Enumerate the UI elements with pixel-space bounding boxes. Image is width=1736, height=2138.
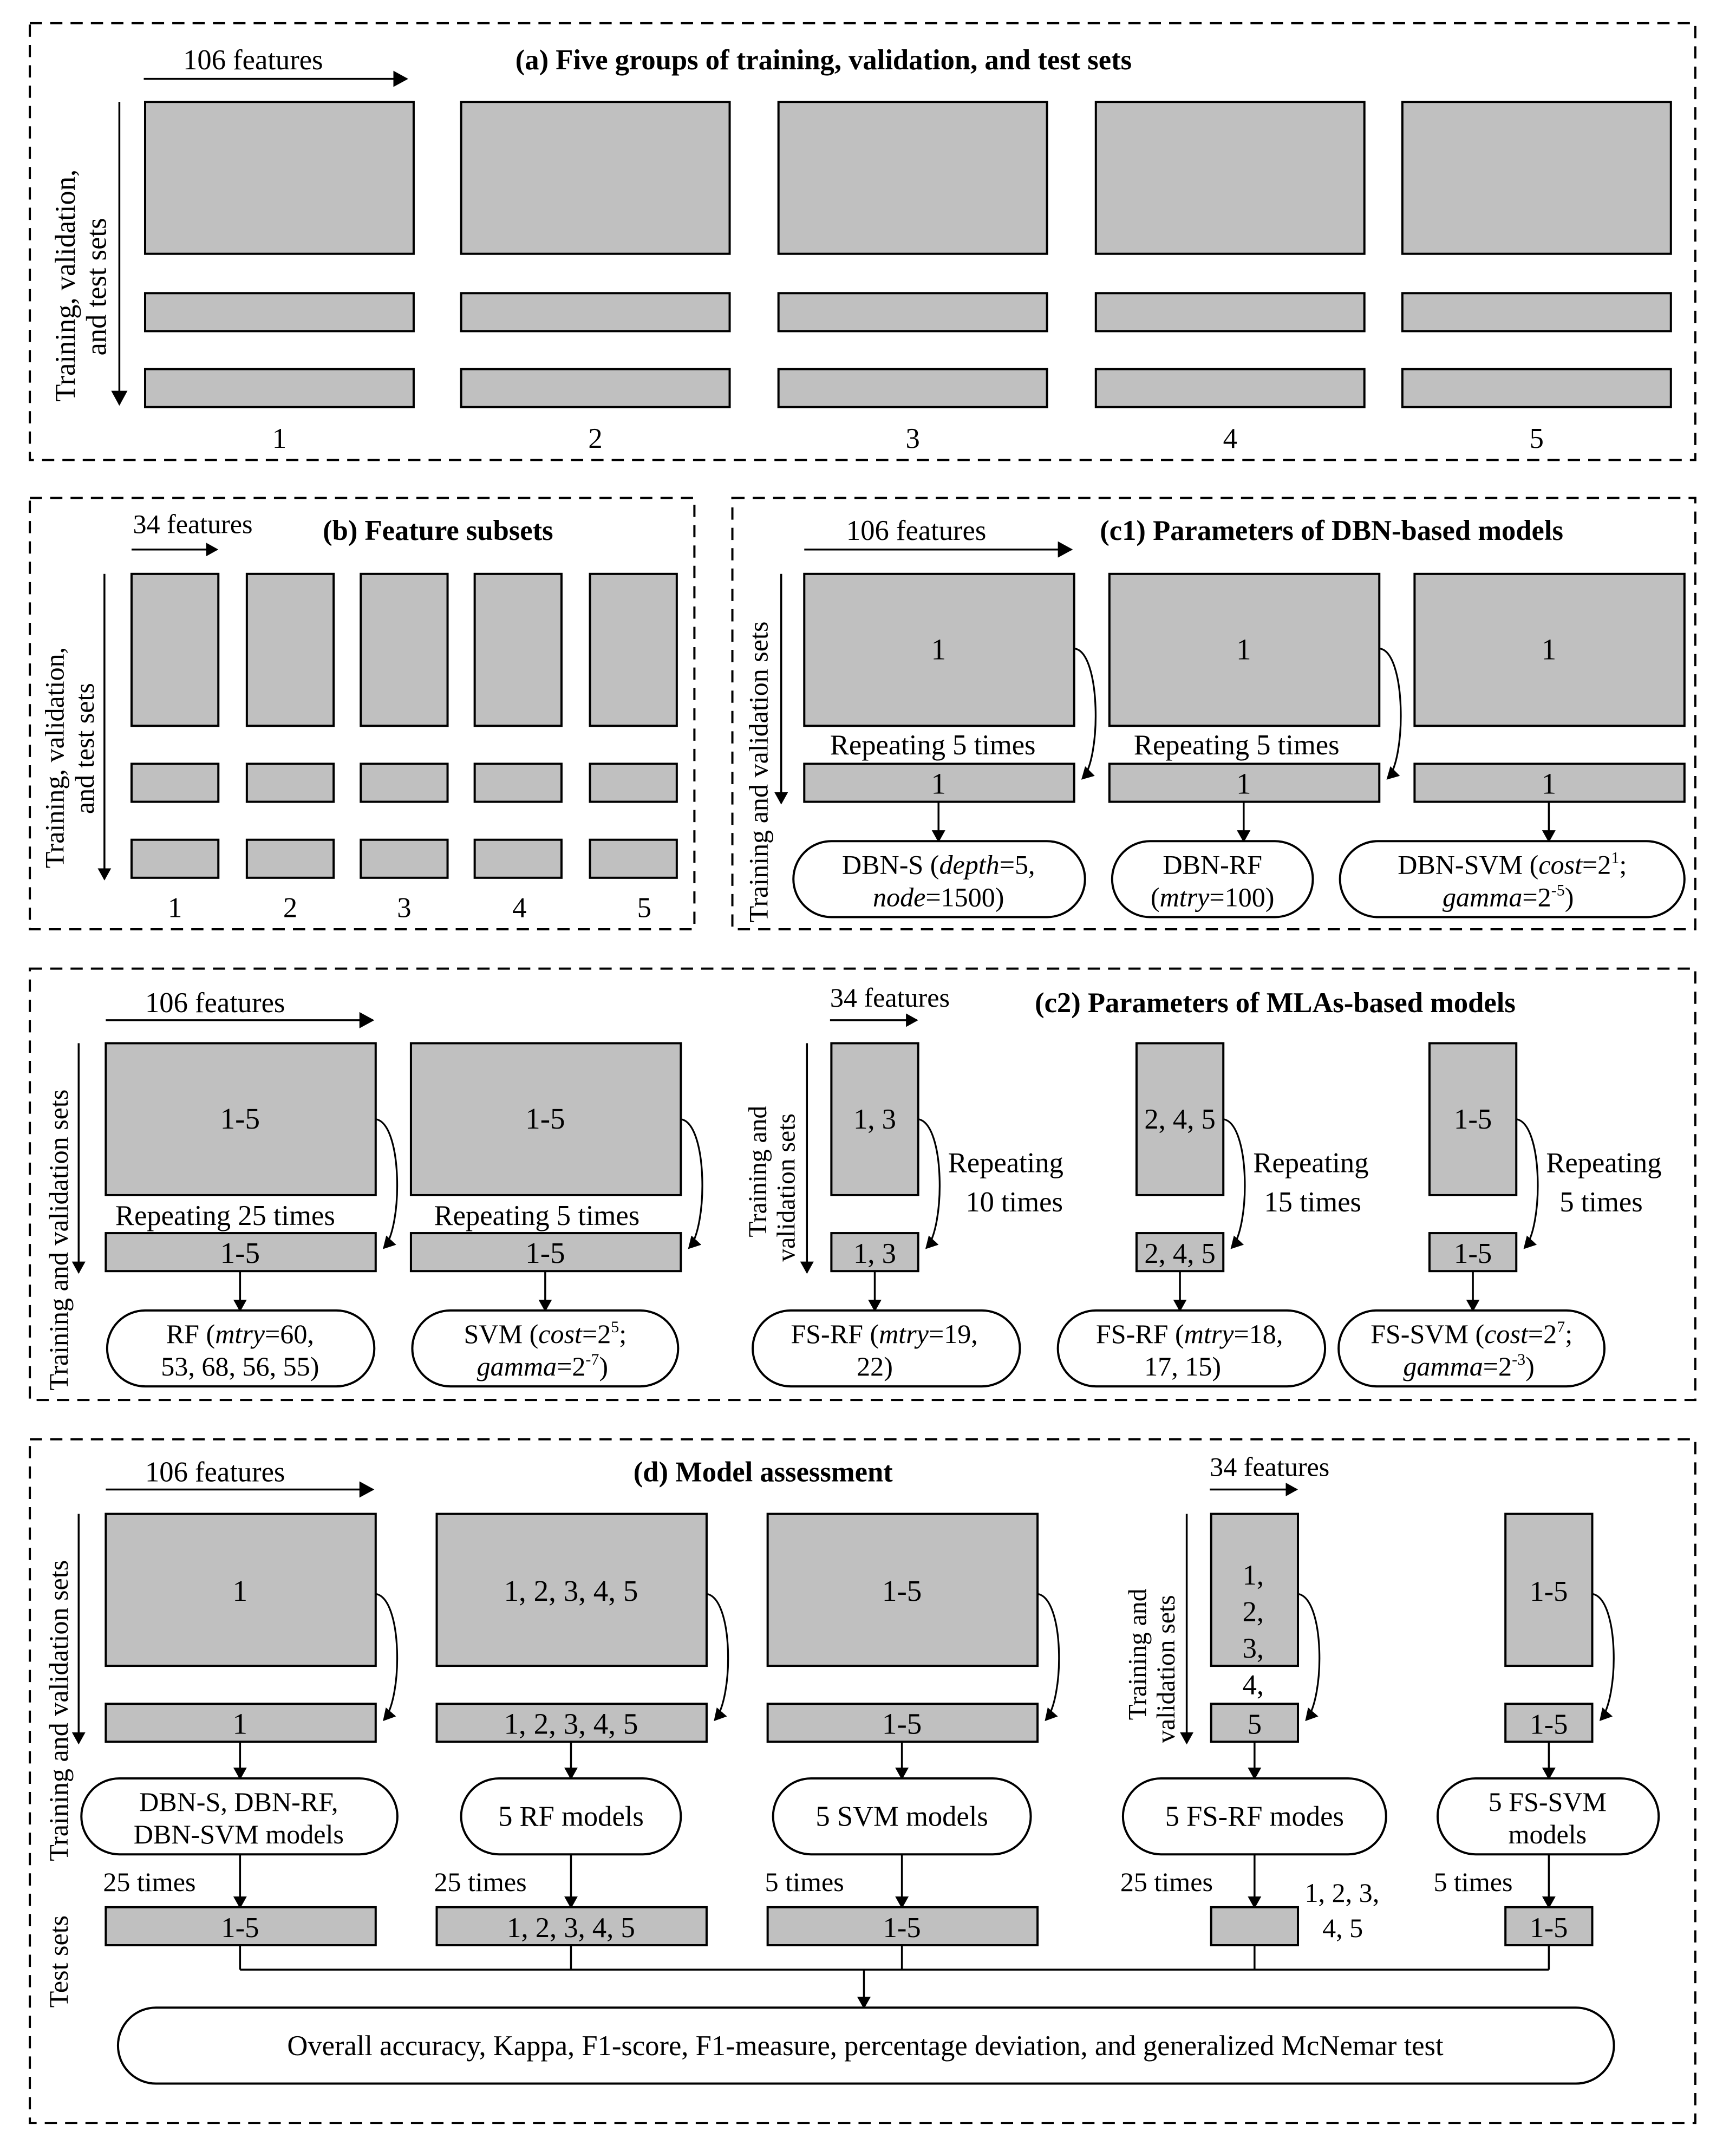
validation-set-block [1402,293,1671,331]
side-label: and test sets [69,683,100,814]
model-label: 22) [857,1351,893,1382]
test-set-block [361,840,447,878]
model-label: 5 SVM models [815,1801,988,1833]
side-label: Training and validation sets [743,621,774,923]
panel-c2 [30,969,1695,1400]
side-label: and test sets [81,218,113,356]
block-label: 2, 4, 5 [1144,1238,1216,1270]
validation-set-block [779,293,1047,331]
side-label: Training and validation sets [43,1560,74,1861]
model-label: (mtry=100) [1150,882,1275,912]
training-set-block [475,574,562,726]
repeat-label: Repeating 5 times [434,1200,640,1232]
model-label: DBN-RF [1163,849,1263,880]
group-label: 2 [588,422,603,454]
repeat-label: 15 times [1264,1186,1362,1218]
group-4 [1096,102,1365,454]
group-5 [1402,102,1671,454]
training-set-block [145,102,414,254]
test-set-block [145,369,414,407]
repeat-label: Repeating [1253,1147,1369,1179]
fs-rf-column-b [1058,1043,1369,1386]
repeat-label: Repeating 5 times [1133,729,1340,761]
block-label: 2, 4, 5 [1144,1104,1216,1136]
features-label: 34 features [133,509,253,539]
test-set-block [461,369,730,407]
features-label: 106 features [846,515,987,547]
side-label: Training and [1124,1588,1152,1720]
validation-set-block [361,764,447,801]
repeat-arrow [1298,1594,1320,1720]
model-label: 5 FS-RF modes [1165,1801,1344,1833]
group-label: 5 [1529,422,1544,454]
training-set-block [361,574,447,726]
subset-label: 2 [283,892,298,924]
validation-set-block [132,764,218,801]
panel-a [30,23,1695,460]
group-2 [461,102,730,454]
panel-d [30,1439,1695,2123]
group-3 [779,102,1047,454]
side-label: Test sets [43,1915,74,2008]
side-label: Training and validation sets [43,1089,74,1391]
subset-4 [475,574,562,924]
group-label: 1 [272,422,287,454]
times-label: 5 times [765,1866,844,1897]
dbn-svm-column [1340,574,1685,917]
validation-set-block [590,764,677,801]
block-label: 1-5 [220,1236,260,1270]
model-label: SVM ($\cos t=2^5$; [464,1317,627,1349]
training-set-block [461,102,730,254]
block-label: 1, 2, 3, 4, 5 [504,1574,638,1607]
repeat-arrow [707,1594,728,1720]
subset-2 [247,574,334,924]
block-label: 3, [1242,1633,1264,1665]
block-label: 1-5 [221,1912,259,1944]
test-set-block [475,840,562,878]
model-label: RF (mtry=60, [166,1318,314,1349]
fs-svm-column [1339,1043,1661,1386]
side-label: validation sets [1152,1595,1181,1743]
panel-title: (a) Five groups of training, validation, and test sets [515,44,1132,76]
block-label: 1 [1236,633,1251,666]
block-label: 1 [931,633,947,666]
repeat-label: 10 times [965,1186,1063,1218]
block-label: 1, [1242,1559,1264,1591]
test-set-block [1096,369,1365,407]
validation-set-block [247,764,334,801]
model-label: $gamma=2^{-3}$) [1403,1350,1535,1382]
subset-label: 5 [637,892,651,924]
model-label: DBN-S (depth=5, [841,849,1035,880]
repeat-label: 5 times [1559,1186,1643,1218]
repeat-arrow [376,1594,397,1720]
block-label: 1 [232,1707,248,1741]
repeat-arrow [681,1119,702,1248]
block-label: 1, 3 [853,1238,896,1270]
model-label: DBN-SVM ($\cos t=2^1$; [1398,848,1627,880]
validation-set-block [145,293,414,331]
features-label: 34 features [830,982,950,1013]
block-label: 1-5 [525,1102,565,1136]
test-set-block [590,840,677,878]
times-label: 25 times [103,1866,196,1897]
repeat-arrow [1223,1119,1245,1248]
block-label: 1-5 [525,1236,565,1270]
repeat-label: Repeating 5 times [830,729,1036,761]
block-label: 5 [1247,1709,1262,1741]
block-label: 1-5 [1454,1238,1492,1270]
model-label: 5 FS-SVM [1488,1787,1607,1817]
metrics-label: Overall accuracy, Kappa, F1-score, F1-measure, percentage deviation, and generalized McNemar test [287,2030,1444,2062]
model-label: 17, 15) [1144,1351,1222,1382]
repeat-arrow [1074,649,1096,779]
repeat-arrow [1516,1119,1538,1248]
block-label: 1-5 [1530,1575,1568,1607]
repeat-label: Repeating [1546,1147,1662,1179]
block-label: 1-5 [882,1707,922,1741]
block-label: 2, [1242,1596,1264,1628]
block-label: 1 [1541,767,1557,800]
block-label: 1, 3 [853,1104,896,1136]
fs-svm-assessment-column [1433,1514,1659,1945]
model-label: 53, 68, 56, 55) [161,1351,319,1382]
repeat-arrow [1037,1594,1059,1720]
svm-assessment-column [765,1514,1059,1945]
test-set-block [247,840,334,878]
times-label: 25 times [434,1866,527,1897]
repeat-arrow [1593,1594,1614,1720]
panel-title: (d) Model assessment [633,1456,893,1488]
block-label: 1, 2, 3, 4, 5 [507,1912,635,1944]
block-label: 1 [931,767,947,800]
side-label: validation sets [772,1113,801,1262]
merge-connector [240,1945,1549,2007]
model-label: FS-RF (mtry=18, [1095,1318,1283,1349]
repeat-arrow [376,1119,397,1248]
training-set-block [1096,102,1365,254]
dbn-s-column [793,574,1095,917]
side-label: Training, validation, [49,169,81,402]
panel-title: (c2) Parameters of MLAs-based models [1035,987,1516,1019]
model-label: FS-SVM ($\cos t=2^7$; [1370,1317,1573,1349]
validation-set-block [1096,293,1365,331]
subset-label: 4 [512,892,527,924]
group-1 [145,102,414,454]
side-label: Training, validation, [39,647,70,869]
block-label: 1 [1236,767,1251,800]
subset-3 [361,574,447,924]
rf-column [106,1043,397,1386]
times-label: 5 times [1433,1866,1513,1897]
subset-label: 1 [167,892,182,924]
side-label: Training and [744,1105,773,1237]
block-label: 1-5 [882,1574,922,1607]
validation-set-block [461,293,730,331]
test-subset-label: 1, 2, 3, [1304,1877,1380,1908]
block-label: 1-5 [1530,1709,1568,1741]
dbn-assessment-column [81,1514,397,1945]
panel-title: (b) Feature subsets [323,515,553,547]
features-label: 106 features [183,44,323,76]
model-label: models [1508,1819,1587,1850]
block-label: 1-5 [1454,1104,1492,1136]
test-set-block [132,840,218,878]
model-label: 5 RF models [498,1801,644,1833]
block-label: 1-5 [220,1102,260,1136]
subset-label: 3 [397,892,412,924]
features-label: 106 features [145,987,285,1019]
panel-c1 [733,498,1695,929]
repeat-label: Repeating [948,1147,1063,1179]
model-label: $gamma=2^{-5}$) [1442,881,1574,912]
repeat-label: Repeating 25 times [115,1200,335,1232]
model-label: DBN-S, DBN-RF, [139,1787,338,1817]
rf-assessment-column [434,1514,728,1945]
subset-5 [590,574,677,924]
model-label: node=1500) [873,882,1004,912]
training-set-block [779,102,1047,254]
times-label: 25 times [1120,1866,1213,1897]
repeat-arrow [1379,649,1401,779]
model-label: FS-RF (mtry=19, [791,1318,978,1349]
test-block [1211,1907,1298,1945]
features-label: 106 features [145,1456,285,1488]
block-label: 1 [232,1574,248,1607]
block-label: 1 [1541,633,1557,666]
test-subset-label: 4, 5 [1322,1913,1363,1944]
subset-1 [132,574,218,924]
panel-title: (c1) Parameters of DBN-based models [1100,515,1563,547]
model-label: DBN-SVM models [133,1819,344,1850]
panel-b [30,498,694,929]
block-label: 4, [1242,1669,1264,1701]
block-label: 1, 2, 3, 4, 5 [504,1707,638,1741]
training-set-block [590,574,677,726]
test-set-block [779,369,1047,407]
group-label: 3 [905,422,920,454]
test-set-block [1402,369,1671,407]
validation-set-block [475,764,562,801]
group-label: 4 [1223,422,1237,454]
block-label: 1-5 [1530,1912,1568,1944]
training-set-block [247,574,334,726]
training-set-block [1402,102,1671,254]
repeat-arrow [918,1119,940,1248]
svm-column [411,1043,702,1386]
block-label: 1-5 [883,1912,921,1944]
model-label: $gamma=2^{-7}$) [477,1350,609,1382]
features-label: 34 features [1210,1451,1330,1482]
training-set-block [132,574,218,726]
